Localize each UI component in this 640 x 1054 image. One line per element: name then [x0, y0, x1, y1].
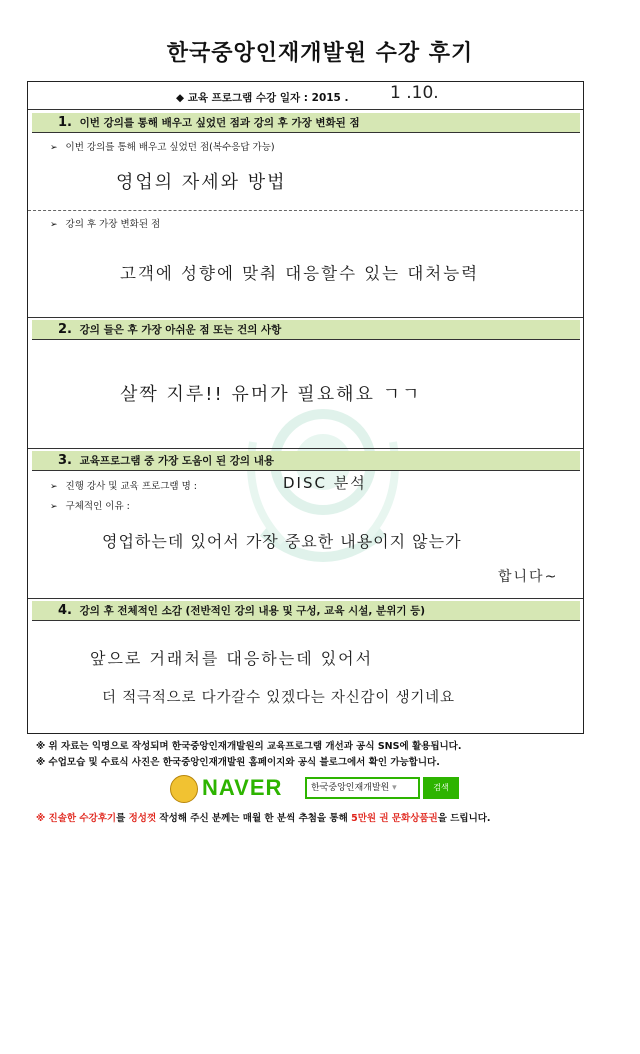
date-row	[28, 82, 583, 110]
naver-search-banner	[170, 773, 470, 805]
page-title: 한국중앙인재개발원 수강 후기	[166, 41, 474, 66]
section4-number: 4.	[58, 603, 72, 618]
section1-q2-text: 강의 후 가장 변화된 점	[65, 219, 161, 230]
promo-prefix: ※	[36, 813, 49, 824]
section2-top-border	[28, 317, 583, 318]
section1-heading: 이번 강의를 통해 배우고 싶었던 점과 강의 후 가장 변화된 점	[79, 117, 360, 129]
section1-q2	[50, 216, 160, 230]
section3-a3: 합니다~	[498, 569, 559, 585]
section4-a2: 더 적극적으로 다가갈수 있겠다는 자신감이 생기네요	[102, 690, 455, 706]
bee-icon	[170, 775, 198, 803]
section3-a2: 영업하는데 있어서 가장 중요한 내용이지 않는가	[102, 532, 462, 551]
section3-q1	[50, 478, 197, 492]
section4-heading: 강의 후 전체적인 소감 (전반적인 강의 내용 및 구성, 교육 시설, 분위기 등)	[79, 605, 426, 617]
arrow-icon: ➢	[50, 143, 58, 153]
section1-divider	[28, 210, 583, 211]
section4-top-border	[28, 598, 583, 599]
section2-header	[32, 320, 580, 340]
section1-q1	[50, 139, 275, 153]
section1-a1: 영업의 자세와 방법	[116, 172, 287, 193]
section1-number: 1.	[58, 115, 72, 130]
arrow-icon: ➢	[50, 220, 58, 230]
promo-highlight-3: 5만원 권 문화상품권	[351, 813, 438, 824]
section3-number: 3.	[58, 453, 72, 468]
section3-header	[32, 451, 580, 471]
section3-heading: 교육프로그램 중 가장 도움이 된 강의 내용	[79, 455, 275, 467]
chevron-down-icon: ▾	[392, 783, 397, 793]
section1-a2: 고객에 성향에 맞춰 대응할수 있는 대처능력	[120, 264, 480, 283]
review-form	[27, 81, 584, 734]
note-line-1: ※ 위 자료는 익명으로 작성되며 한국중앙인재개발원의 교육프로그램 개선과 공식 SNS에 활용됩니다.	[36, 741, 462, 752]
section3-top-border	[28, 448, 583, 449]
promo-line	[36, 810, 491, 824]
search-input[interactable]	[305, 777, 420, 799]
section2-number: 2.	[58, 322, 72, 337]
promo-part-3: 작성해 주신 분께는 매월 한 분씩 추첨을 통해	[156, 813, 352, 824]
section3-a1: DISC 분석	[283, 474, 367, 492]
section2-a1: 살짝 지루!! 유머가 필요해요 ㄱㄱ	[120, 384, 422, 405]
naver-logo: NAVER	[202, 775, 283, 800]
section1-header	[32, 113, 580, 133]
search-button[interactable]: 검색	[423, 777, 459, 799]
date-handwritten: 1 .10.	[390, 83, 439, 103]
section1-q1-text: 이번 강의를 통해 배우고 싶었던 점(복수응답 가능)	[65, 142, 275, 153]
promo-highlight-2: 정성껏	[128, 813, 157, 824]
note-line-2: ※ 수업모습 및 수료식 사진은 한국중앙인재개발원 홈페이지와 공식 블로그에서 확인 가능합니다.	[36, 757, 440, 768]
section4-a1: 앞으로 거래처를 대응하는데 있어서	[90, 649, 374, 668]
section3-q2	[50, 498, 130, 512]
arrow-icon: ➢	[50, 482, 58, 492]
promo-part-4: 을 드립니다.	[437, 813, 491, 824]
date-label: ◆ 교육 프로그램 수강 일자 : 2015 .	[176, 92, 349, 104]
search-input-value: 한국중앙인재개발원	[311, 783, 390, 793]
section3-q2-text: 구체적인 이유 :	[65, 501, 130, 512]
promo-part-2: 를	[116, 813, 129, 824]
promo-highlight-1: 진솔한 수강후기	[48, 813, 117, 824]
section4-header	[32, 601, 580, 621]
section3-q1-text: 진행 강사 및 교육 프로그램 명 :	[65, 481, 197, 492]
arrow-icon: ➢	[50, 502, 58, 512]
section2-heading: 강의 들은 후 가장 아쉬운 점 또는 건의 사항	[79, 324, 282, 336]
